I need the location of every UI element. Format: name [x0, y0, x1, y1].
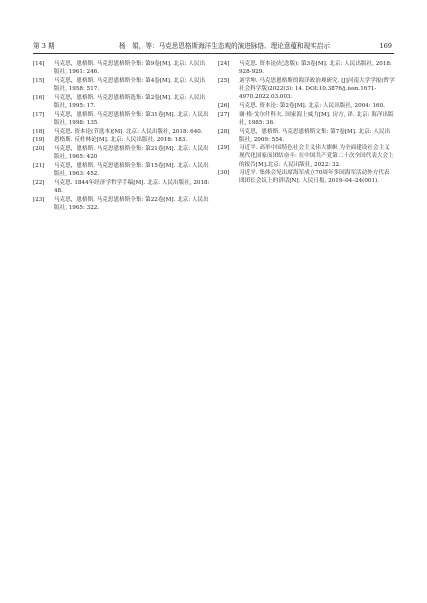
- reference-text: 马克思，恩格斯. 马克思恩格斯选集: 第2卷[M]. 北京: 人民出版社, 1995: 17.: [54, 94, 206, 109]
- reference-number: [17]: [33, 111, 45, 118]
- reference-number: [21]: [33, 162, 45, 169]
- reference-text: 刘学坤. 马克思恩格斯的海洋政治观研究. [J]河南大学学报(哲学社会科学版)2022(3): 14. DOI:10.3876/j.issn.1671-4970.2022.03.003.: [239, 77, 395, 101]
- reference-item: [33, 145, 210, 161]
- running-header: [33, 40, 394, 54]
- reference-item: [218, 144, 395, 168]
- reference-text: 马克思，恩格斯. 马克思恩格斯全集: 第22卷[M]. 北京: 人民出版社, 1965: 322.: [54, 196, 209, 211]
- reference-number: [30]: [218, 170, 230, 177]
- reference-text: 谢·格·戈尔什科夫. 国家海上威力[M]. 房方, 译. 北京: 海洋出版社, 1985: 36.: [239, 111, 394, 126]
- reference-text: 恩格斯. 反杜林论[M]. 北京: 人民出版社, 2018: 183.: [54, 137, 188, 144]
- reference-item: [33, 196, 210, 212]
- reference-item: [218, 128, 395, 144]
- reference-item: [33, 77, 210, 93]
- page-number: 169: [379, 42, 392, 50]
- reference-text: 马克思，恩格斯. 马克思恩格斯全集: 第4卷[M]. 北京: 人民出版社, 1958: 517.: [54, 77, 206, 92]
- reference-item: [218, 102, 395, 110]
- reference-text: 马克思. 资本论(节选本)[M]. 北京: 人民出版社, 2018: 640.: [54, 128, 203, 135]
- reference-item: [33, 136, 210, 144]
- reference-item: [218, 169, 395, 185]
- reference-text: 习近平. 高举中国特色社会主义伟大旗帜 为全面建设社会主义现代化国家而团结奋斗: 在中国共产党第二十次全国代表大会上的报告[M].北京: 人民出版社, 2022: 32.: [239, 145, 394, 168]
- reference-text: 马克思，恩格斯. 马克思恩格斯全集: 第15卷[M]. 北京: 人民出版社, 1963: 452.: [54, 162, 209, 178]
- reference-text: 马克思. 1844年经济学哲学手稿[M]. 北京: 人民出版社, 2018: 48.: [54, 179, 210, 194]
- reference-number: [29]: [218, 145, 230, 152]
- reference-number: [28]: [218, 128, 230, 135]
- reference-item: [33, 94, 210, 110]
- reference-number: [24]: [218, 61, 230, 67]
- reference-number: [26]: [218, 102, 230, 109]
- references-right-column: [218, 60, 395, 186]
- reference-number: [15]: [33, 77, 45, 84]
- reference-text: 马克思. 资本论: 第2卷[M]. 北京: 人民出版社, 2004: 160.: [239, 102, 385, 109]
- reference-item: [218, 60, 395, 76]
- issue-number: 第 3 期: [33, 42, 55, 50]
- reference-item: [33, 179, 210, 195]
- reference-text: 习近平. 集体会见出席海军成立70周年多国海军活动外方代表团团长会议上的讲话[N]. 人民日报, 2019–04–24(001).: [239, 170, 390, 185]
- reference-number: [27]: [218, 111, 230, 118]
- reference-number: [18]: [33, 128, 45, 135]
- reference-number: [14]: [33, 61, 45, 67]
- reference-text: 马克思，恩格斯. 马克思恩格斯全集: 第21卷[M]. 北京: 人民出版社, 1965: 420: [54, 146, 209, 161]
- references-left-column: [33, 60, 210, 213]
- reference-text: 马克思，恩格斯. 马克思恩格斯全集: 第9卷[M]. 北京: 人民出版社, 1961: 246.: [54, 61, 206, 76]
- reference-item: [33, 111, 210, 127]
- reference-text: 马克思，恩格斯. 马克思恩格斯全集: 第31卷[M]. 北京: 人民出版社, 1998: 135.: [54, 111, 209, 126]
- reference-item: [218, 77, 395, 101]
- reference-number: [19]: [33, 137, 45, 144]
- reference-text: 马克思. 资本论(纪念版): 第3卷[M]. 北京: 人民出版社, 2018: 928-929.: [239, 61, 392, 76]
- reference-item: [33, 128, 210, 136]
- reference-number: [16]: [33, 94, 45, 101]
- reference-number: [25]: [218, 77, 230, 84]
- reference-number: [23]: [33, 196, 45, 203]
- reference-number: [20]: [33, 146, 45, 153]
- reference-item: [218, 111, 395, 127]
- reference-item: [33, 60, 210, 76]
- reference-text: 马克思，恩格斯. 马克思恩格斯文集: 第7卷[M]. 北京: 人民出版社, 2009: 554.: [239, 128, 391, 143]
- reference-item: [33, 162, 210, 178]
- running-title: 杨 娟，等：马克思恩格斯海洋生态观的演进脉络、理论意蕴和现实启示: [119, 42, 330, 50]
- reference-number: [22]: [33, 179, 45, 186]
